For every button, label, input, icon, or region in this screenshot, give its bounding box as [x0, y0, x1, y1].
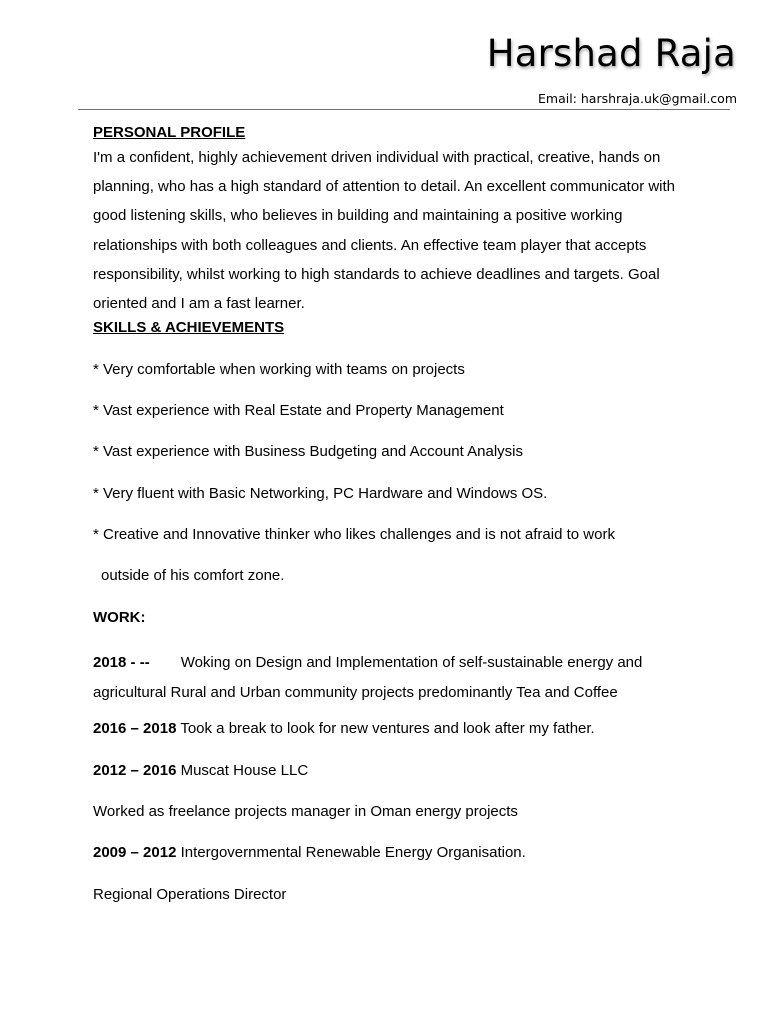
candidate-name: Harshad Raja	[486, 32, 736, 75]
work-entry	[93, 719, 693, 739]
work-entry-detail: Regional Operations Director	[93, 885, 287, 903]
work-entry-text: Woking on Design and Implementation of self-sustainable energy and agricultural Rural and Urban community projects predominantly Tea and Coffee	[93, 654, 643, 701]
work-entry-years: 2016 – 2018	[93, 720, 177, 738]
skill-item: * Vast experience with Business Budgeting and Account Analysis	[93, 443, 523, 461]
work-entry	[93, 843, 693, 863]
resume-body	[93, 123, 693, 926]
work-entry-years: 2018 - --	[93, 654, 150, 672]
work-entry-years: 2009 – 2012	[93, 844, 177, 862]
skill-item: * Creative and Innovative thinker who likes challenges and is not afraid to work	[93, 526, 615, 544]
work-entry-text: Muscat House LLC	[180, 761, 309, 779]
work-entry	[93, 648, 693, 707]
personal-profile-text: I'm a confident, highly achievement driven individual with practical, creative, hands on planning, who has a high standard of attention to detail. An excellent communicator with good listening skills, who believes in building and maintaining a positive working relationships with both colleagues and clients. An effective team player that accepts responsibility, whilst working to high standards to achieve deadlines and targets. Goal oriented and I am a fast learner.	[93, 149, 676, 313]
work-heading: WORK:	[93, 609, 146, 627]
skills-heading: SKILLS & ACHIEVEMENTS	[93, 319, 285, 337]
work-entry-text: Intergovernmental Renewable Energy Organisation.	[180, 844, 526, 862]
personal-profile-heading: PERSONAL PROFILE	[93, 124, 246, 141]
work-entry-years: 2012 – 2016	[93, 761, 177, 779]
header-divider	[78, 109, 730, 110]
work-entry-detail: Worked as freelance projects manager in Oman energy projects	[93, 803, 518, 821]
skill-item: * Very comfortable when working with teams on projects	[93, 360, 465, 378]
work-entry-text: Took a break to look for new ventures and look after my father.	[180, 720, 595, 738]
email-address: Email: harshraja.uk@gmail.com	[538, 91, 737, 106]
work-entry	[93, 761, 693, 781]
skill-item: * Very fluent with Basic Networking, PC Hardware and Windows OS.	[93, 484, 548, 502]
skill-item-continuation: outside of his comfort zone.	[101, 567, 285, 585]
skill-item: * Vast experience with Real Estate and Property Management	[93, 402, 504, 419]
